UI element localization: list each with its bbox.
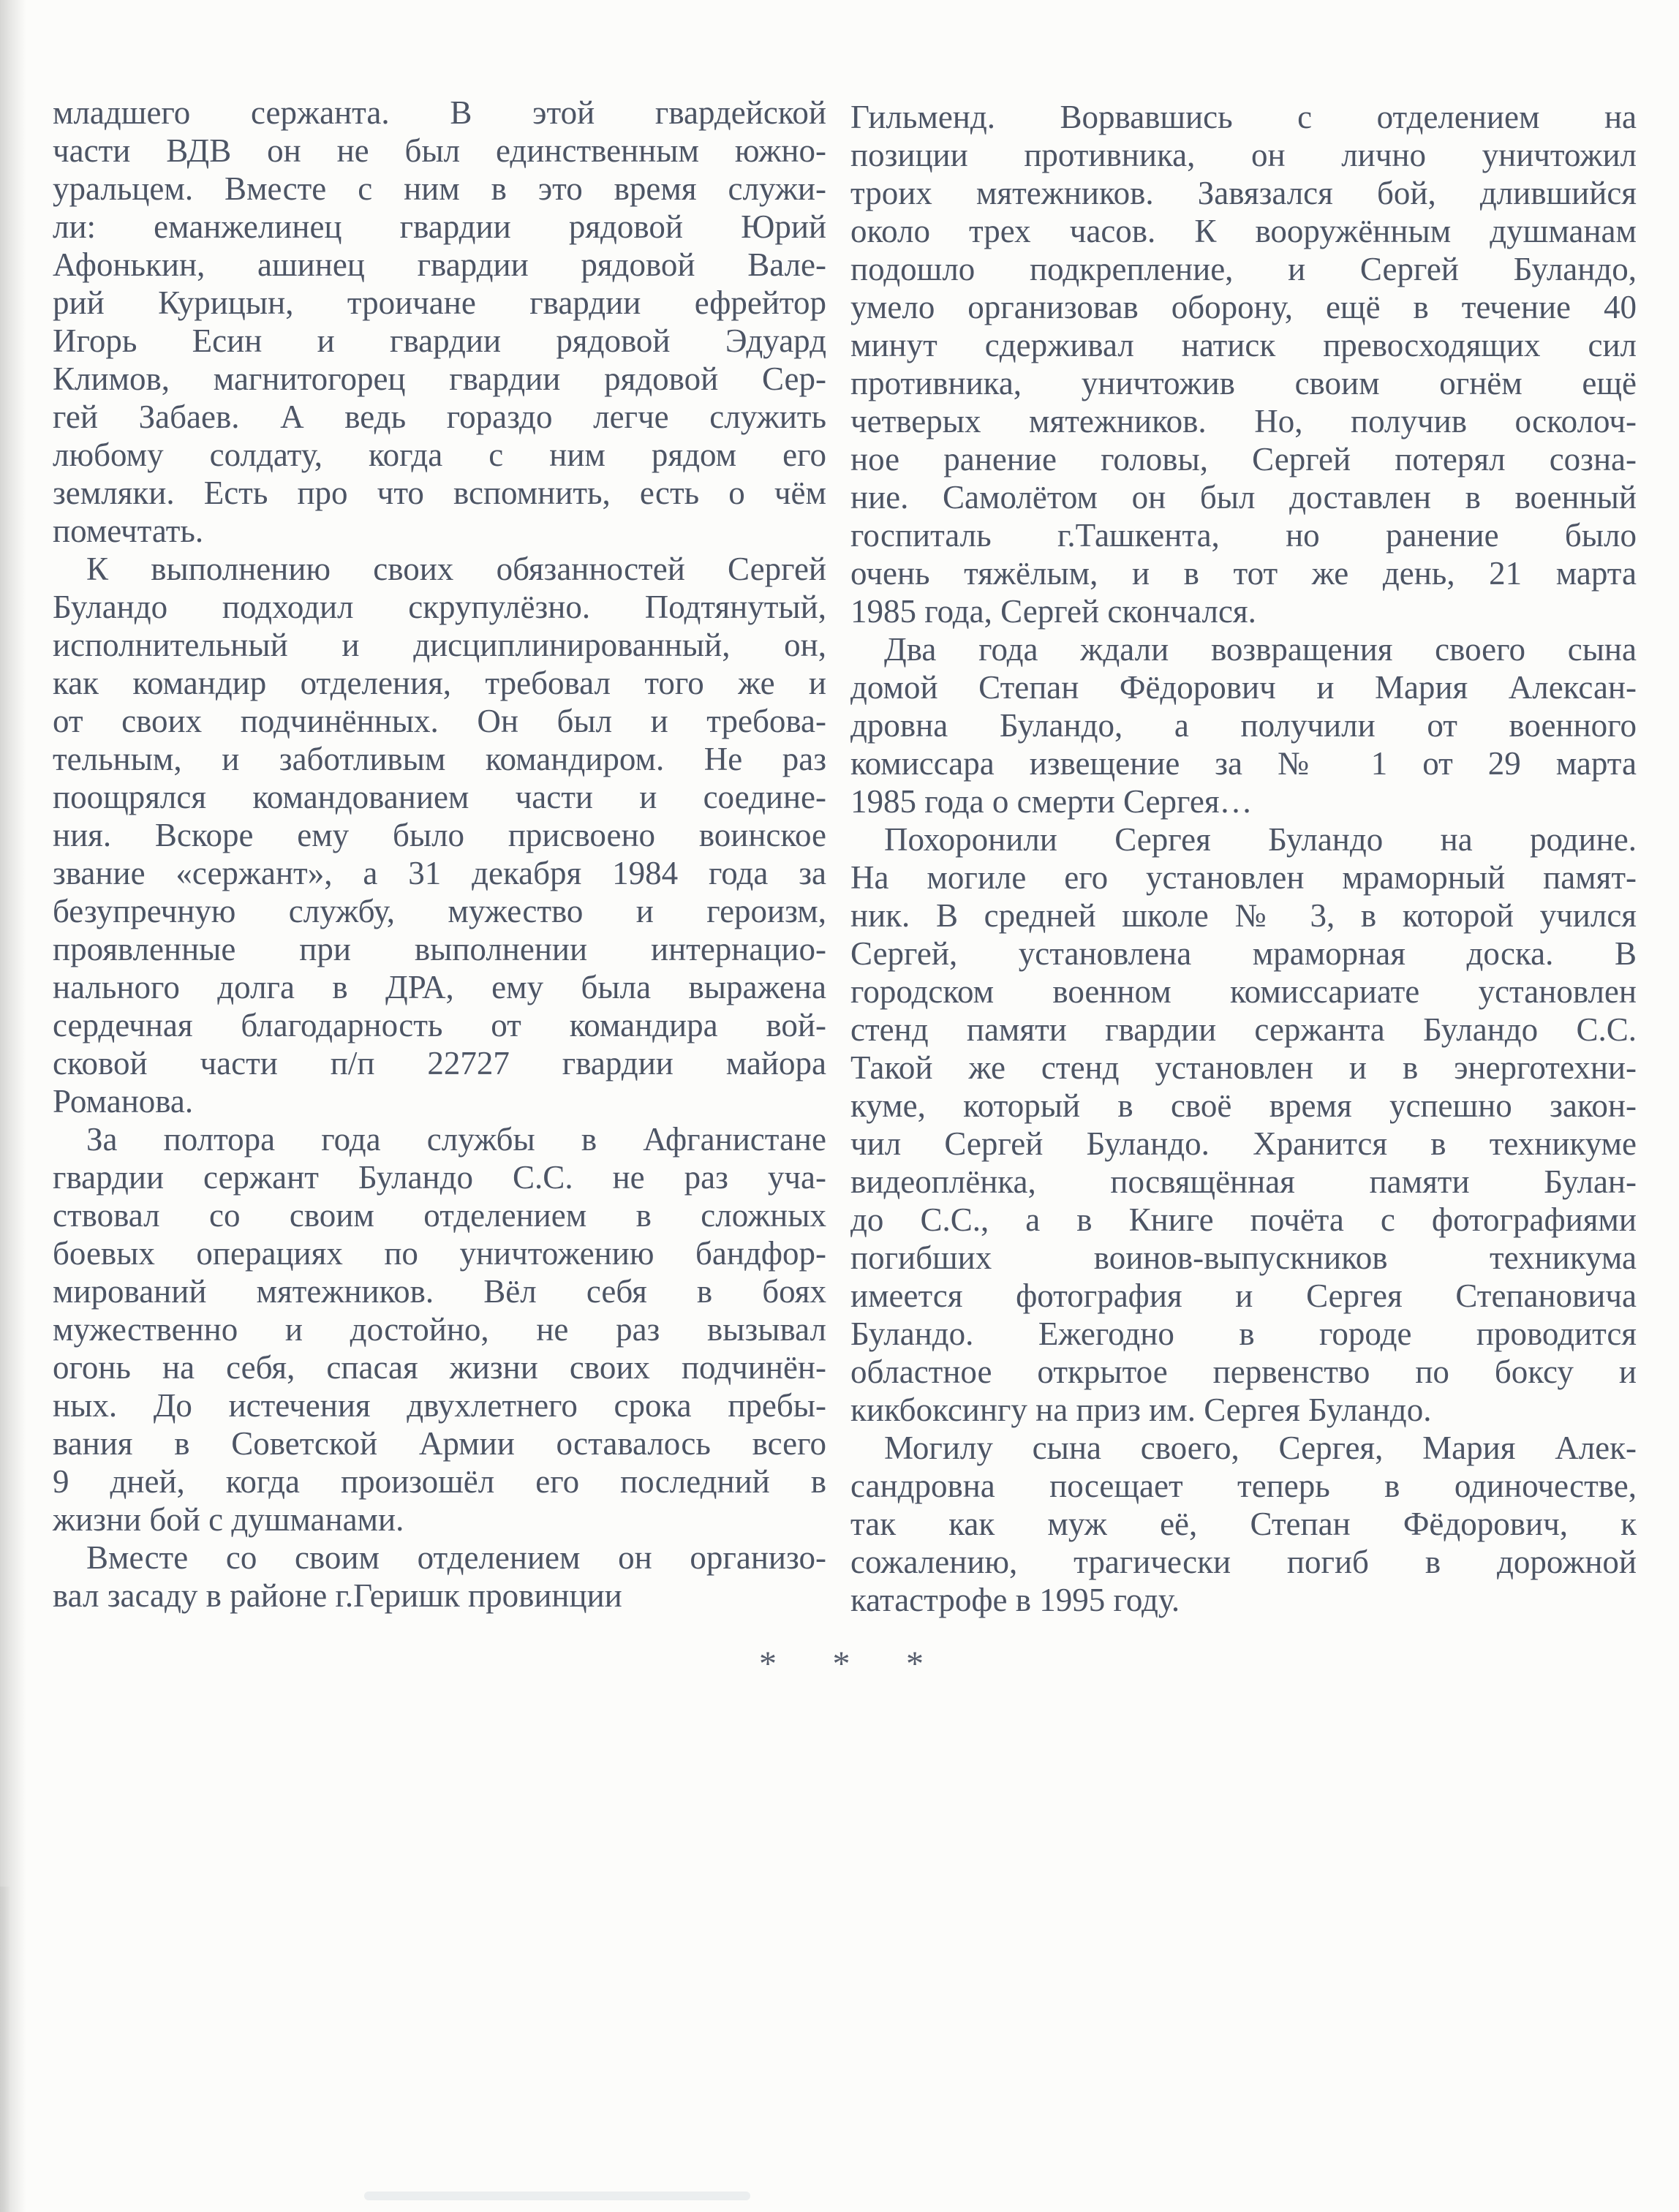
text-line: катастрофе в 1995 году. (850, 1582, 1180, 1618)
text-line: поощрялся командованием части и соедине- (53, 779, 826, 815)
text-line: ник. В средней школе № 3, в которой учился (850, 897, 1637, 934)
text-line: Похоронили Сергея Буландо на родине. (884, 821, 1637, 858)
text-line: гей Забаев. А ведь гораздо легче служить (53, 399, 826, 435)
text-line: сожалению, трагически погиб в дорожной (850, 1544, 1637, 1580)
text-line: проявленные при выполнении интернацио- (53, 931, 826, 967)
text-line: части ВДВ он не был единственным южно- (53, 132, 826, 169)
text-line: куме, который в своё время успешно закон- (850, 1087, 1637, 1124)
scan-edge-shadow-bottom (0, 1887, 10, 2212)
text-line: Буландо. Ежегодно в городе проводится (850, 1316, 1637, 1352)
text-line: около трех часов. К вооружённым душманам (850, 213, 1637, 249)
text-line: стенд памяти гвардии сержанта Буландо С.С. (850, 1011, 1637, 1048)
asterisk: * (759, 1645, 777, 1683)
text-line: Климов, магнитогорец гвардии рядовой Сер- (53, 361, 826, 397)
text-line: ли: еманжелинец гвардии рядовой Юрий (53, 208, 826, 245)
text-line: Такой же стенд установлен и в энерготехни- (850, 1049, 1637, 1086)
text-line: К выполнению своих обязанностей Сергей (86, 551, 826, 587)
text-line: мужественно и достойно, не раз вызывал (53, 1311, 826, 1348)
text-line: 1985 года о смерти Сергея… (850, 783, 1253, 820)
text-line: так как муж её, Степан Фёдорович, к (850, 1506, 1637, 1542)
text-line: домой Степан Фёдорович и Мария Алексан- (850, 669, 1637, 706)
text-line: ных. До истечения двухлетнего срока пребы- (53, 1387, 826, 1424)
text-line: сандровна посещает теперь в одиночестве, (850, 1468, 1637, 1504)
text-line: позиции противника, он лично уничтожил (850, 137, 1637, 173)
text-line: троих мятежников. Завязался бой, длившийся (850, 175, 1637, 211)
text-line: Два года ждали возвращения своего сына (884, 631, 1637, 668)
text-line: земляки. Есть про что вспомнить, есть о чём (53, 475, 826, 511)
text-line: областное открытое первенство по боксу и (850, 1354, 1637, 1390)
text-line: дровна Буландо, а получили от военного (850, 707, 1637, 744)
text-line: Игорь Есин и гвардии рядовой Эдуард (53, 322, 826, 359)
text-line: до С.С., а в Книге почёта с фотографиями (850, 1201, 1637, 1238)
text-line: погибших воинов-выпускников техникума (850, 1239, 1637, 1276)
text-line: огонь на себя, спасая жизни своих подчинён- (53, 1349, 826, 1386)
asterisk: * (832, 1645, 850, 1683)
text-line: ствовал со своим отделением в сложных (53, 1197, 826, 1234)
text-line: очень тяжёлым, и в тот же день, 21 марта (850, 555, 1637, 592)
text-line: подошло подкрепление, и Сергей Буландо, (850, 251, 1637, 287)
text-line: как командир отделения, требовал того же и (53, 665, 826, 701)
text-line: На могиле его установлен мраморный памят- (850, 859, 1637, 896)
text-line: вания в Советской Армии оставалось всего (53, 1425, 826, 1462)
text-line: Сергей, установлена мраморная доска. В (850, 935, 1637, 972)
text-line: Романова. (53, 1083, 194, 1120)
text-column-left (53, 94, 826, 1615)
text-line: мирований мятежников. Вёл себя в боях (53, 1273, 826, 1310)
text-line: звание «сержант», а 31 декабря 1984 года за (53, 855, 826, 891)
text-line: комиссара извещение за № 1 от 29 марта (850, 745, 1637, 782)
text-line: Гильменд. Ворвавшись с отделением на (850, 99, 1637, 135)
text-line: ние. Самолётом он был доставлен в военный (850, 479, 1637, 516)
text-line: от своих подчинённых. Он был и требова- (53, 703, 826, 739)
text-line: госпиталь г.Ташкента, но ранение было (850, 517, 1637, 554)
text-line: боевых операциях по уничтожению бандфор- (53, 1235, 826, 1272)
text-line: любому солдату, когда с ним рядом его (53, 437, 826, 473)
text-line: кикбоксингу на приз им. Сергея Буландо. (850, 1392, 1432, 1428)
text-line: вал засаду в районе г.Геришк провинции (53, 1577, 622, 1614)
text-line: минут сдерживал натиск превосходящих сил (850, 327, 1637, 363)
scan-edge-shadow (0, 0, 26, 2212)
text-line: 1985 года, Сергей скончался. (850, 593, 1256, 630)
scan-artifact-strip (364, 2192, 750, 2200)
text-line: безупречную службу, мужество и героизм, (53, 893, 826, 929)
text-line: четверых мятежников. Но, получив осколоч- (850, 403, 1637, 439)
text-line: 9 дней, когда произошёл его последний в (53, 1463, 826, 1500)
asterisk: * (906, 1645, 924, 1683)
text-line: ное ранение головы, Сергей потерял созна- (850, 441, 1637, 477)
text-line: Вместе со своим отделением он организо- (86, 1539, 826, 1576)
text-line: Буландо подходил скрупулёзно. Подтянутый, (53, 589, 826, 625)
text-line: имеется фотография и Сергея Степановича (850, 1277, 1637, 1314)
text-line: Афонькин, ашинец гвардии рядовой Вале- (53, 246, 826, 283)
text-line: городском военном комиссариате установлен (850, 973, 1637, 1010)
text-line: жизни бой с душманами. (53, 1501, 404, 1538)
text-line: ния. Вскоре ему было присвоено воинское (53, 817, 826, 853)
text-line: гвардии сержант Буландо С.С. не раз уча- (53, 1159, 826, 1196)
text-line: Могилу сына своего, Сергея, Мария Алек- (884, 1430, 1637, 1466)
text-line: сердечная благодарность от командира вой- (53, 1007, 826, 1043)
text-line: рий Курицын, троичане гвардии ефрейтор (53, 284, 826, 321)
text-line: помечтать. (53, 513, 204, 549)
text-line: нального долга в ДРА, ему была выражена (53, 969, 826, 1005)
text-column-right (850, 98, 1637, 1619)
text-line: уральцем. Вместе с ним в это время служи- (53, 170, 826, 207)
text-line: умело организовав оборону, ещё в течение 40 (850, 289, 1637, 325)
text-line: противника, уничтожив своим огнём ещё (850, 365, 1637, 401)
text-line: чил Сергей Буландо. Хранится в техникуме (850, 1125, 1637, 1162)
text-line: видеоплёнка, посвящённая памяти Булан- (850, 1163, 1637, 1200)
text-line: За полтора года службы в Афганистане (86, 1121, 826, 1158)
text-line: тельным, и заботливым командиром. Не раз (53, 741, 826, 777)
text-line: младшего сержанта. В этой гвардейской (53, 94, 826, 131)
text-line: исполнительный и дисциплинированный, он, (53, 627, 826, 663)
text-line: сковой части п/п 22727 гвардии майора (53, 1045, 826, 1082)
section-separator (759, 1647, 924, 1682)
